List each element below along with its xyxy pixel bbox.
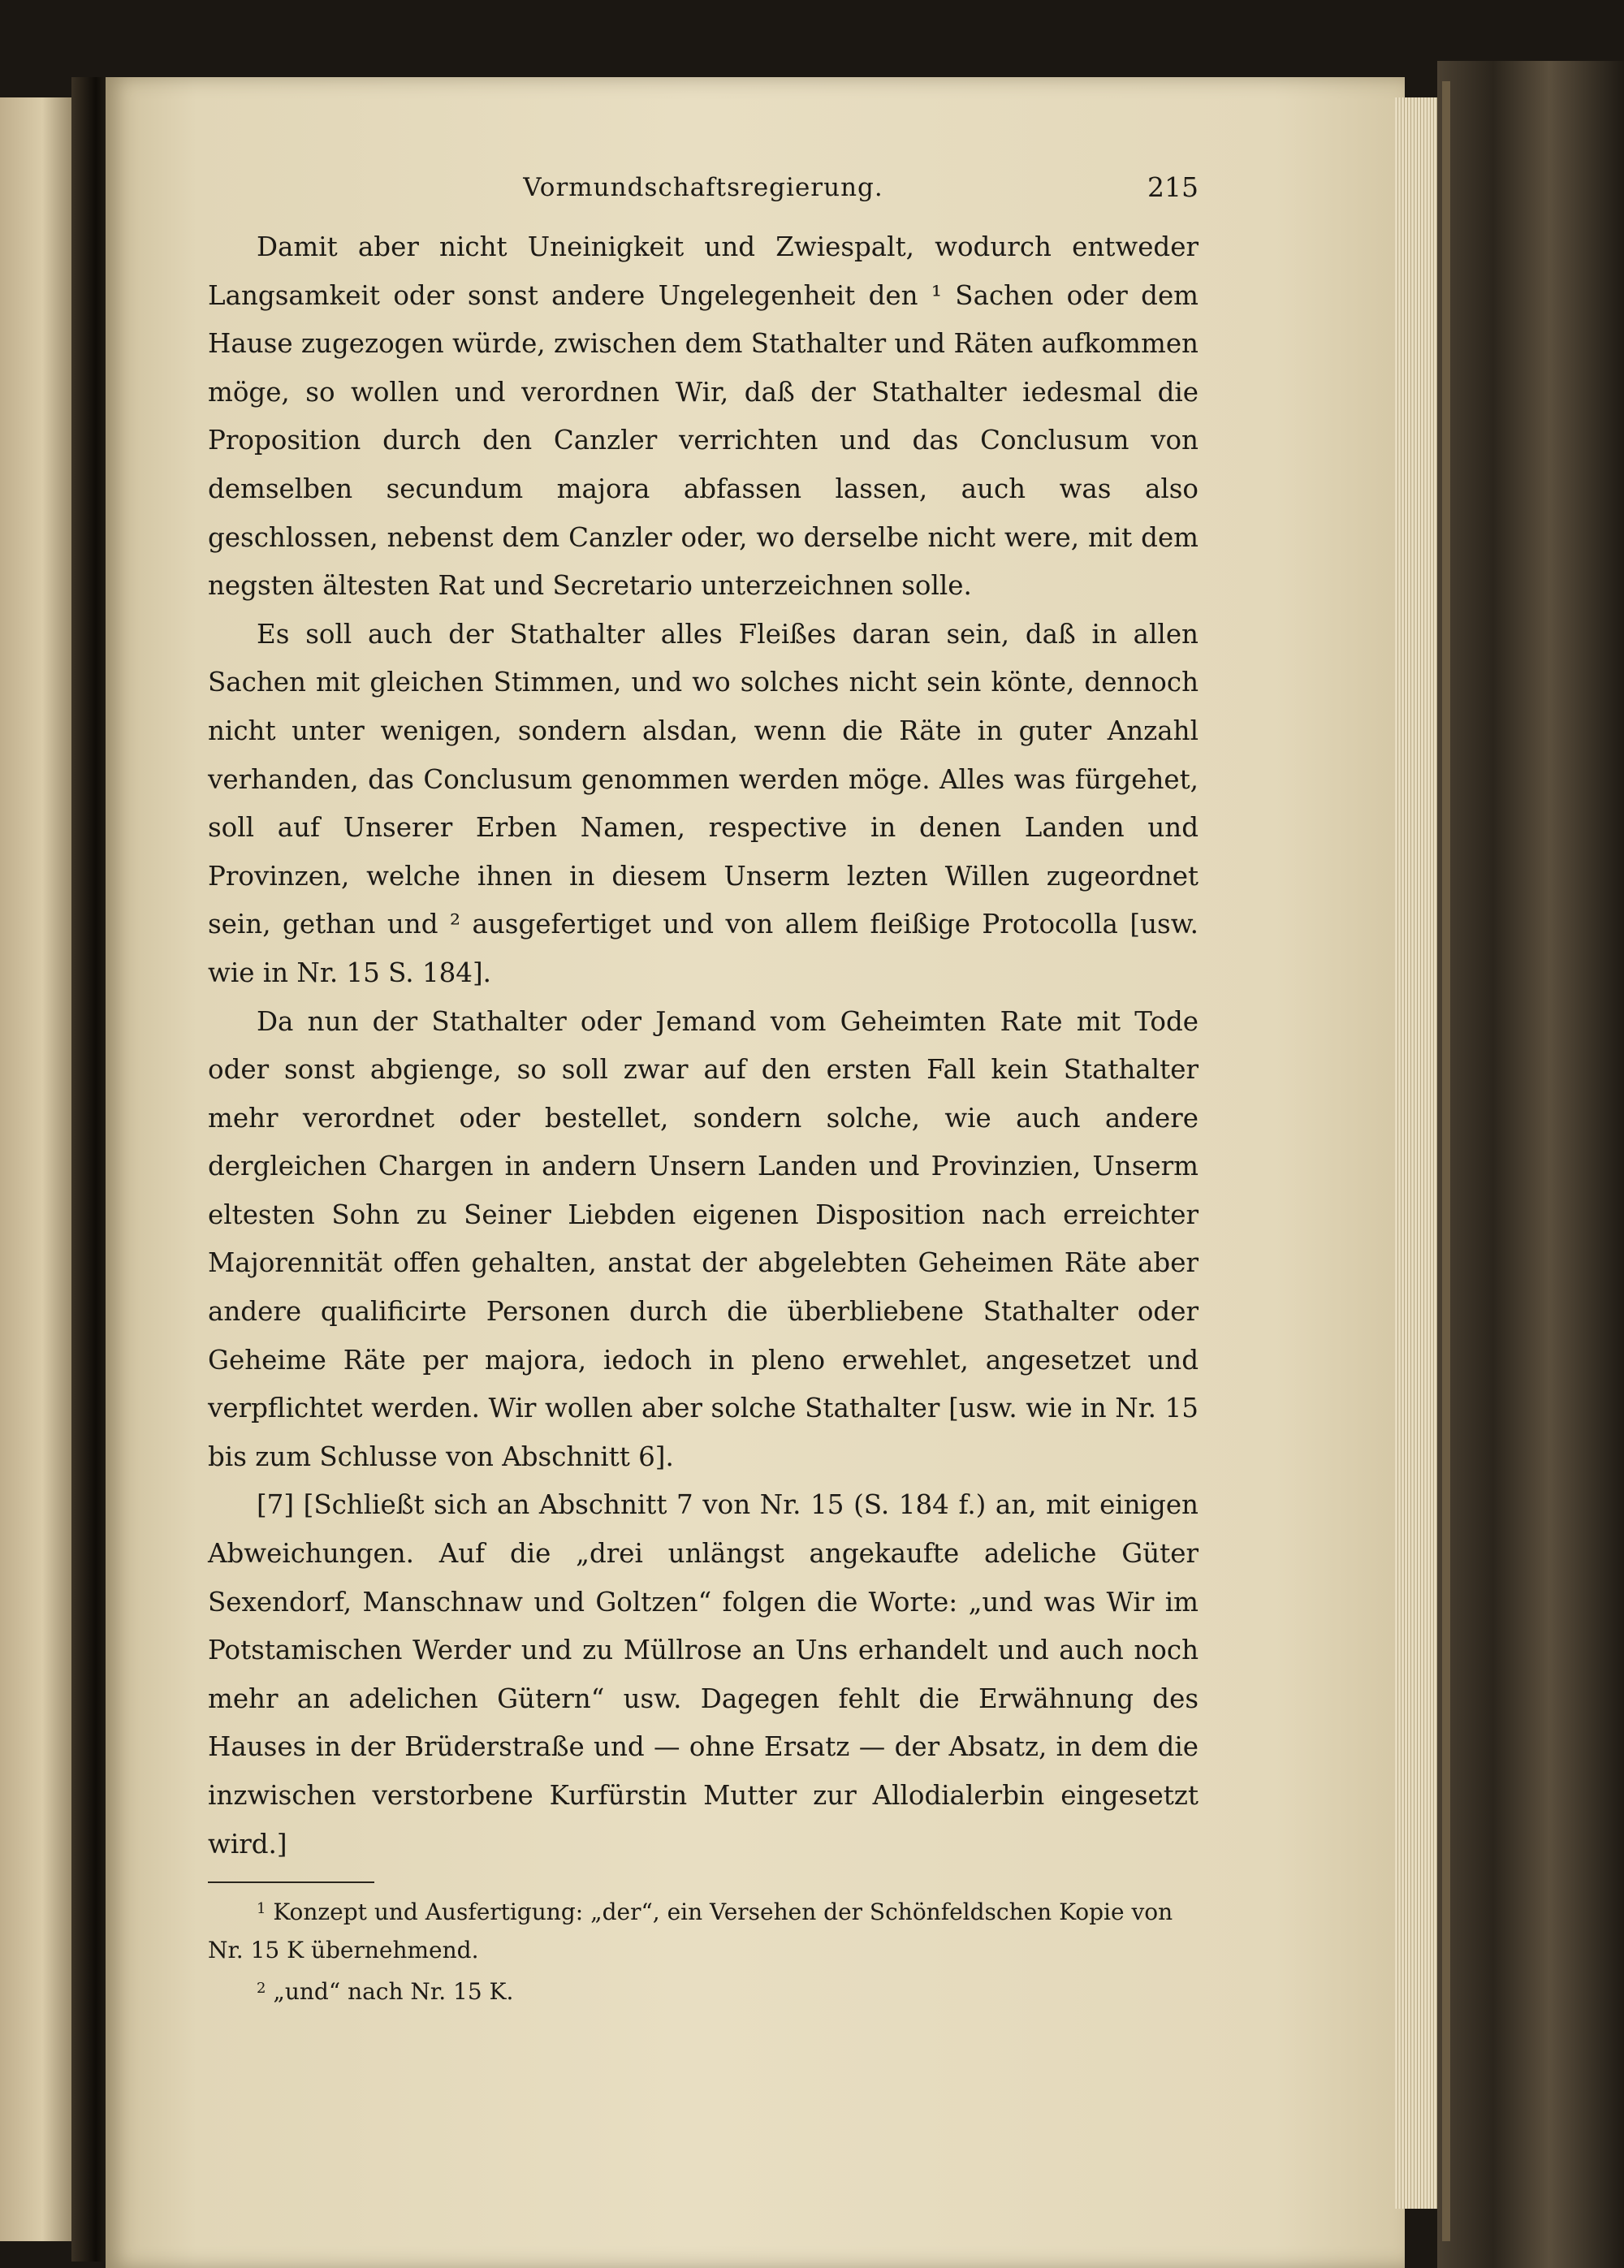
paragraph: Da nun der Stathalter oder Jemand vom Geheimten Rate mit Tode oder sonst abgienge, so soll zwar auf den ersten Fall kein Stathalter mehr verordnet oder bestellet, sondern solche, wie auch andere dergleichen Chargen in andern Unsern Landen und Provinzien, Unserm eltesten Sohn zu Seiner Liebden eigenen Disposition nach erreichter Majorennität offen gehalten, anstat der abgelebten Geheimen Räte aber andere qualificirte Personen durch die überbliebene Stathalter oder Geheime Räte per majora, iedoch in pleno erwehlet, angesetzet und verpflichtet werden. Wir wollen aber solche Stathalter [usw. wie in Nr. 15 bis zum Schlusse von Abschnitt 6].: [208, 1005, 1199, 1472]
footnote: [208, 1969, 1199, 2011]
left-page-edge: [0, 97, 77, 2241]
paragraph: [7] [Schließt sich an Abschnitt 7 von Nr. 15 (S. 184 f.) an, mit einigen Abweichungen. Auf die „drei unlängst angekaufte adeliche Güter Sexendorf, Manschnaw und Goltzen“ folgen die Worte: „und was Wir im Potstamischen Werder und zu Müllrose an Uns erhandelt und auch noch mehr an adelichen Gütern“ usw. Dagegen fehlt die Erwähnung des Hauses in der Brüderstraße und — ohne Ersatz — der Absatz, in dem die inzwischen verstorbene Kurfürstin Mutter zur Allodialerbin eingesetzt wird.]: [208, 1489, 1199, 1860]
footnotes: [208, 1890, 1199, 2011]
footnote-marker: 2: [257, 1980, 266, 1998]
paragraph: Es soll auch der Stathalter alles Fleißes daran sein, daß in allen Sachen mit gleichen Stimmen, und wo solches nicht sein könte, dennoch nicht unter wenigen, sondern alsdan, wenn die Räte in guter Anzahl verhanden, das Conclusum genommen werden möge. Alles was fürgehet, soll auf Unserer Erben Namen, respective in denen Landen und Provinzen, welche ihnen in diesem Unserm lezten Willen zugeordnet sein, gethan und ² ausgefertiget und von allem fleißige Protocolla [usw. wie in Nr. 15 S. 184].: [208, 618, 1199, 988]
page-number: 215: [1147, 171, 1199, 203]
book-cover: [1437, 61, 1624, 2268]
text-block: [208, 166, 1199, 2011]
paragraph: Damit aber nicht Uneinigkeit und Zwiespalt, wodurch entweder Langsamkeit oder sonst andere Ungelegenheit den ¹ Sachen oder dem Hause zugezogen würde, zwischen dem Stathalter und Räten aufkommen möge, so wollen und verordnen Wir, daß der Stathalter iedesmal die Proposition durch den Canzler verrichten und das Conclusum von demselben secundum majora abfassen lassen, auch was also geschlossen, nebenst dem Canzler oder, wo derselbe nicht were, mit dem negsten ältesten Rat und Secretario unterzeichnen solle.: [208, 231, 1199, 602]
running-title: Vormundschaftsregierung.: [523, 173, 883, 202]
footnote-text: „und“ nach Nr. 15 K.: [273, 1978, 514, 2006]
footnote-text: Konzept und Ausfertigung: „der“, ein Versehen der Schönfeldschen Kopie von Nr. 15 K übernehmend.: [208, 1899, 1173, 1964]
page-fore-edge: [1395, 97, 1440, 2209]
footnote-rule: [208, 1881, 374, 1883]
body-text: [208, 223, 1199, 1868]
footnote-marker: 1: [257, 1900, 266, 1918]
footnote: [208, 1890, 1199, 1969]
cover-edge: [1442, 81, 1450, 2241]
page-header: [208, 166, 1199, 223]
